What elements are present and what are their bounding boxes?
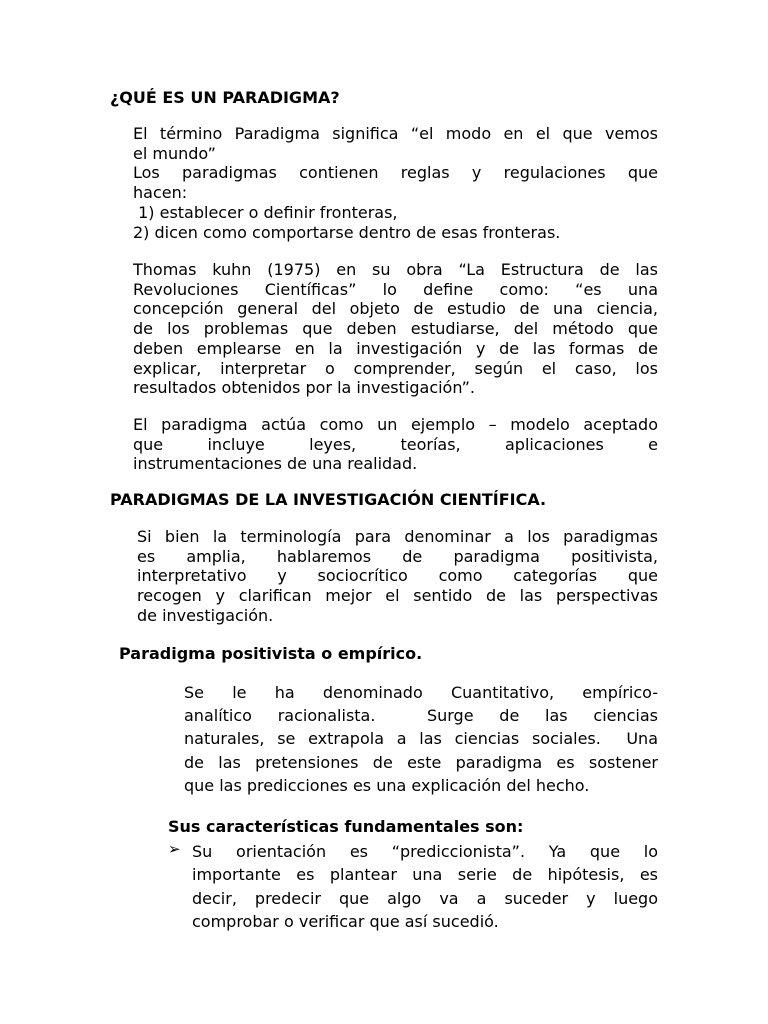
text-line: concepción general del objeto de estudio de una ciencia, — [133, 299, 658, 319]
text-line: hacen: — [133, 183, 188, 203]
heading-que-es-paradigma: ¿QUÉ ES UN PARADIGMA? — [110, 88, 340, 107]
text-line: que incluye leyes, teorías, aplicaciones e — [133, 434, 658, 454]
text-line: deben emplearse en la investigación y de las formas de — [133, 338, 658, 358]
text-line: 2) dicen como comportarse dentro de esas fronteras. — [133, 222, 561, 242]
text-line: El término Paradigma significa “el modo en el que vemos — [133, 124, 658, 143]
text-line: explicar, interpretar o comprender, según el caso, los — [133, 358, 658, 378]
paragraph-ejemplo — [133, 415, 658, 474]
paragraph-terminologia — [137, 527, 658, 626]
paragraph-intro — [133, 124, 658, 242]
text-line: Los paradigmas contienen reglas y regulaciones que — [133, 163, 658, 183]
heading-caracteristicas: Sus características fundamentales son: — [168, 817, 524, 836]
text-line: de investigación. — [137, 605, 274, 625]
text-line: importante es plantear una serie de hipótesis, es — [192, 865, 658, 885]
text-line: Revoluciones Científicas” lo define como: “es una — [133, 279, 658, 299]
text-line: decir, predecir que algo va a suceder y luego — [192, 888, 658, 908]
text-line: es amplia, hablaremos de paradigma positivista, — [137, 546, 658, 566]
text-line: Si bien la terminología para denominar a los paradigmas — [137, 527, 658, 546]
text-line: de los problemas que deben estudiarse, del método que — [133, 319, 658, 339]
text-line: naturales, se extrapola a las ciencias sociales. Una — [184, 729, 658, 749]
paragraph-positivista — [184, 681, 658, 797]
text-line: recogen y clarifican mejor el sentido de las perspectivas — [137, 586, 658, 606]
text-line: de las pretensiones de este paradigma es sostener — [184, 752, 658, 772]
text-line: el mundo” — [133, 143, 216, 163]
bullet-text — [192, 840, 658, 934]
text-line: 1) establecer o definir fronteras, — [133, 202, 398, 222]
text-line: El paradigma actúa como un ejemplo – modelo aceptado — [133, 415, 658, 434]
text-line: que las predicciones es una explicación del hecho. — [184, 775, 590, 795]
text-line: Thomas kuhn (1975) en su obra “La Estructura de las — [133, 260, 658, 279]
text-line: interpretativo y sociocrítico como categorías que — [137, 566, 658, 586]
text-line: comprobar o verificar que así sucedió. — [192, 912, 499, 932]
text-line: Su orientación es “prediccionista”. Ya que lo — [192, 842, 658, 861]
text-line: analítico racionalista. Surge de las ciencias — [184, 706, 658, 726]
arrow-bullet-icon: ➢ — [168, 840, 181, 858]
paragraph-kuhn — [133, 260, 658, 398]
heading-paradigmas-investigacion: PARADIGMAS DE LA INVESTIGACIÓN CIENTÍFICA. — [110, 490, 547, 509]
text-line: instrumentaciones de una realidad. — [133, 454, 418, 474]
text-line: Se le ha denominado Cuantitativo, empírico- — [184, 683, 658, 702]
text-line: resultados obtenidos por la investigación”. — [133, 378, 475, 398]
heading-paradigma-positivista: Paradigma positivista o empírico. — [119, 644, 423, 663]
